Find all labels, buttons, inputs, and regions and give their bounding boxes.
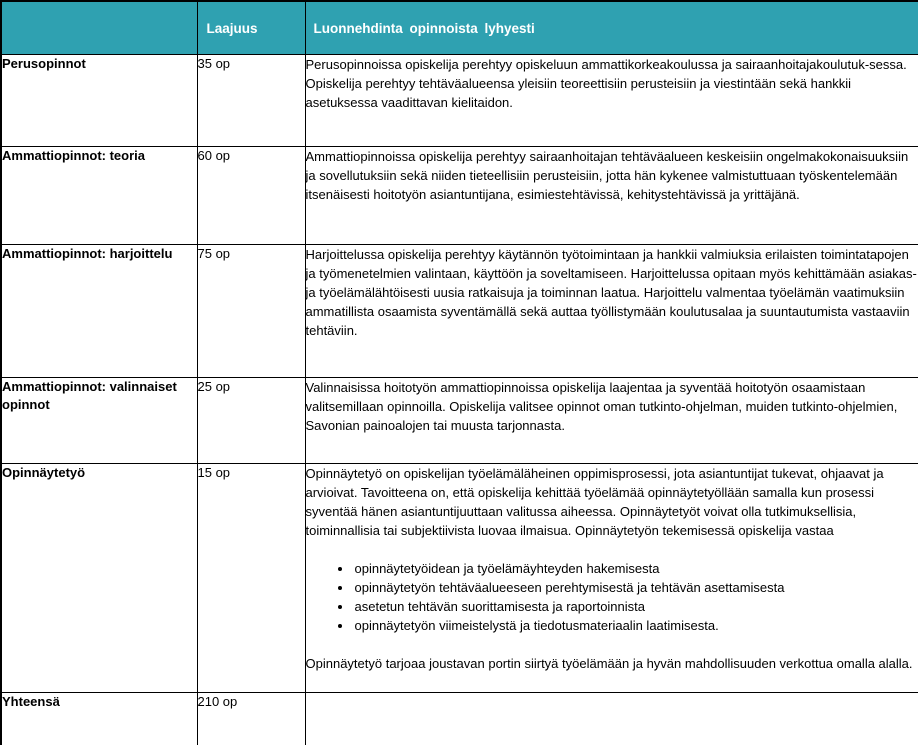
description-text: Ammattiopinnoissa opiskelija perehtyy sairaanhoitajan tehtäväalueen keskeisiin ongelmakokonaisuuksiin ja sovellutuksiin sekä niiden tieteellisiin perusteisiin, jotta hän kykenee valmistuttuaan työskentelemään itsenäisesti hoitotyön asiantuntijana, esimiestehtävissä, kehitystehtävissä ja yrittäjänä. bbox=[305, 149, 909, 202]
row-credits: 210 op bbox=[197, 693, 305, 745]
row-category: Perusopinnot bbox=[1, 55, 197, 147]
row-credits: 60 op bbox=[197, 147, 305, 245]
row-credits: 25 op bbox=[197, 378, 305, 464]
table-header-row bbox=[1, 1, 918, 55]
row-category: Yhteensä bbox=[1, 693, 197, 745]
row-category: Ammattiopinnot: harjoittelu bbox=[1, 245, 197, 378]
description-text: Opinnäytetyö on opiskelijan työelämäläheinen oppimisprosessi, jota asiantuntijat tukevat, ohjaavat ja arvioivat. Tavoitteena on, että opiskelija kehittää työelämää opinnäytetyöllään samalla kun prosessi syventää hänen asiantuntijuuttaan valitussa aiheessa. Opinnäytetyöt voivat olla tutkimuksellisia, toiminnallisia tai subjektiivista luovaa ilmaisua. Opinnäytetyön tekemisessä opiskelija vastaa bbox=[305, 466, 884, 538]
thesis-responsibilities-list bbox=[306, 559, 918, 635]
row-description bbox=[305, 147, 918, 245]
list-item: • opinnäytetyön viimeistelystä ja tiedotusmateriaalin laatimisesta. bbox=[353, 616, 918, 635]
table-row-ammattiopinnot-harjoittelu bbox=[1, 245, 918, 378]
row-description bbox=[305, 464, 918, 693]
row-description bbox=[305, 378, 918, 464]
table-row-ammattiopinnot-valinnaiset bbox=[1, 378, 918, 464]
row-category: Opinnäytetyö bbox=[1, 464, 197, 693]
list-item: • opinnäytetyöidean ja työelämäyhteyden hakemisesta bbox=[353, 559, 918, 578]
description-closing-text: Opinnäytetyö tarjoaa joustavan portin siirtyä työelämään ja hyvän mahdollisuuden verkottua omalla alalla. bbox=[305, 656, 913, 671]
row-credits: 35 op bbox=[197, 55, 305, 147]
row-description bbox=[305, 55, 918, 147]
header-extent-cell: Laajuus bbox=[197, 1, 305, 55]
description-text: Valinnaisissa hoitotyön ammattiopinnoissa opiskelija laajentaa ja syventää hoitotyön osaamistaan valitsemillaan opinnoilla. Opiskelija valitsee opinnot oman tutkinto-ohjelman, muiden tutkinto-ohjelmien, Savonian painoalojen tai muusta tarjonnasta. bbox=[305, 380, 898, 433]
row-description bbox=[305, 245, 918, 378]
row-credits: 75 op bbox=[197, 245, 305, 378]
list-item: • opinnäytetyön tehtäväalueeseen perehtymisestä ja tehtävän asettamisesta bbox=[353, 578, 918, 597]
table-row-yhteensa bbox=[1, 693, 918, 745]
row-category: Ammattiopinnot: valinnaiset opinnot bbox=[1, 378, 197, 464]
row-category: Ammattiopinnot: teoria bbox=[1, 147, 197, 245]
header-category-cell bbox=[1, 1, 197, 55]
table-row-perusopinnot bbox=[1, 55, 918, 147]
description-text: Harjoittelussa opiskelija perehtyy käytännön työtoimintaan ja hankkii valmiuksia erilaisten toimintatapojen ja työmenetelmien valintaan, käyttöön ja soveltamiseen. Harjoittelussa opitaan myös kehittämään asiakas- ja työelämälähtöisesti uusia ratkaisuja ja toiminnan laatua. Harjoittelu valmentaa työelämän vaatimuksiin ammatillista osaamista syventämällä sekä auttaa työllistymään koulutusalaa ja suuntautumista vastaaviin tehtäviin. bbox=[305, 247, 917, 338]
row-description bbox=[305, 693, 918, 745]
description-text: Perusopinnoissa opiskelija perehtyy opiskeluun ammattikorkeakoulussa ja sairaanhoitajakoulutuk-sessa. Opiskelija perehtyy tehtäväalueensa yleisiin teoreettisiin perusteisiin ja viestintään sekä hankkii asetuksessa vaadittavan kielitaidon. bbox=[305, 57, 907, 110]
list-item: • asetetun tehtävän suorittamisesta ja raportoinnista bbox=[353, 597, 918, 616]
header-characterization-cell: Luonnehdinta opinnoista lyhyesti bbox=[305, 1, 918, 55]
table-row-opinnaytetyo bbox=[1, 464, 918, 693]
row-credits: 15 op bbox=[197, 464, 305, 693]
table-row-ammattiopinnot-teoria bbox=[1, 147, 918, 245]
